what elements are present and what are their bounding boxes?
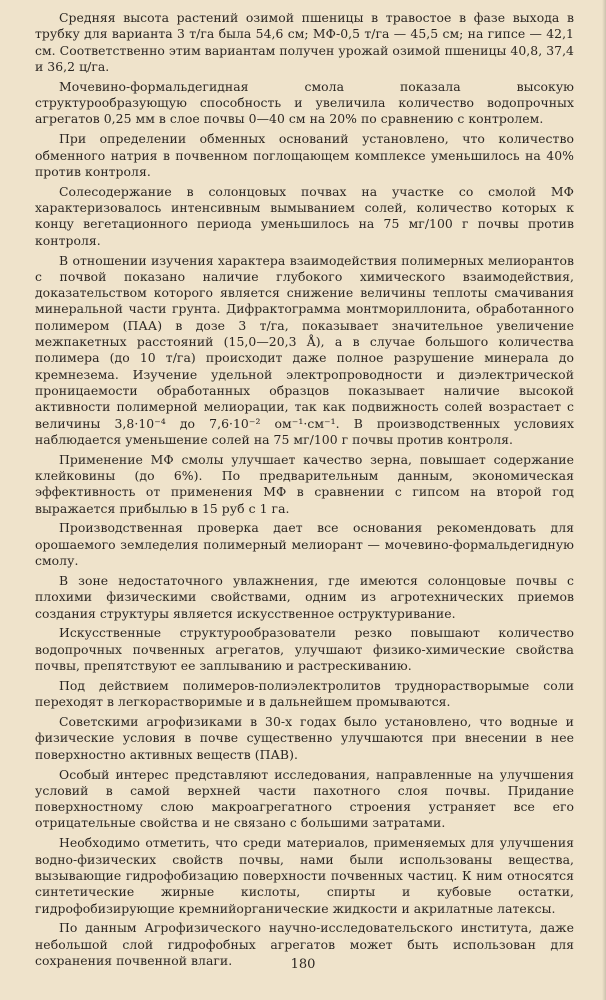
paragraph: Производственная проверка дает все основания рекомендовать для орошаемого земледелия полимерный мелиорант — мочевино-формальдегидную смолу. bbox=[35, 520, 574, 569]
page-edge-shadow bbox=[602, 0, 606, 1000]
paragraph: Необходимо отметить, что среди материалов, применяемых для улучшения водно-физических свойств почвы, нами были использованы вещества, вызывающие гидрофобизацию поверхности почвенных частиц. К ним относятся синтетические жирные кислоты, спирты и кубовые остатки, гидрофобизирующие кремнийорганические жидкости и акрилатные латексы. bbox=[35, 835, 574, 916]
paragraph: В зоне недостаточного увлажнения, где имеются солонцовые почвы с плохими физическими свойствами, одним из агротехнических приемов создания структуры является искусственное оструктуривание. bbox=[35, 572, 574, 621]
page-number: 180 bbox=[290, 957, 316, 972]
paragraph: Солесодержание в солонцовых почвах на участке со смолой МФ характеризовалось интенсивным вымыванием солей, количество которых к концу вегетационного периода уменьшилось на 75 мг/100 г почвы против контроля. bbox=[35, 183, 574, 248]
paragraph: Мочевино-формальдегидная смола показала высокую структурообразующую способность и увеличила количество водопрочных агрегатов 0,25 мм в слое почвы 0—40 см на 20% по сравнению с контролем. bbox=[35, 78, 574, 127]
paragraph: Под действием полимеров-полиэлектролитов труднорастворымые соли переходят в легкорастворимые и в дальнейшем промываются. bbox=[35, 677, 574, 710]
paragraph: В отношении изучения характера взаимодействия полимерных мелиорантов с почвой показано наличие глубокого химического взаимодействия, доказательством которого является снижение величины теплоты смачивания минеральной части грунта. Дифрактограмма монтмориллонита, обработанного полимером (ПАА) в дозе 3 т/га, показывает значительное увеличение межпакетных расстояний (15,0—20,3 Å), а в случае большого количества полимера (до 10 т/га) происходит даже полное разрушение минерала до кремнезема. Изучение удельной электропроводности и диэлектрической проницаемости обработанных образцов показывает наличие высокой активности полимерной мелиорации, так как подвижность солей возрастает с величины 3,8·10⁻⁴ до 7,6·10⁻² ом⁻¹·см⁻¹. В производственных условиях наблюдается уменьшение солей на 75 мг/100 г почвы против контроля. bbox=[35, 252, 574, 447]
paragraph: По данным Агрофизического научно-исследовательского института, даже небольшой слой гидрофобных агрегатов может быть использован для сохранения почвенной влаги. bbox=[35, 920, 574, 969]
paragraph: Применение МФ смолы улучшает качество зерна, повышает содержание клейковины (до 6%). По предварительным данным, экономическая эффективность от применения МФ в сравнении с гипсом на второй год выражается прибылью в 15 руб с 1 га. bbox=[35, 451, 574, 516]
paragraph: При определении обменных оснований установлено, что количество обменного натрия в почвенном поглощающем комплексе уменьшилось на 40% против контроля. bbox=[35, 131, 574, 179]
paragraph: Средняя высота растений озимой пшеницы в травостое в фазе выхода в трубку для варианта 3 т/га была 54,6 см; МФ-0,5 т/га — 45,5 см; на гипсе — 42,1 см. Соответственно этим вариантам получен урожай озимой пшеницы 40,8, 37,4 и 36,2 ц/га. bbox=[35, 10, 574, 74]
paragraph: Особый интерес представляют исследования, направленные на улучшения условий в самой верхней части пахотного слоя почвы. Придание поверхностному слою макроагрегатного строения устраняет все его отрицательные свойства и не связано с большими затратами. bbox=[35, 766, 574, 831]
paragraph: Искусственные структурообразователи резко повышают количество водопрочных почвенных агрегатов, улучшают физико-химические свойства почвы, препятствуют ее заплыванию и растрескиванию. bbox=[35, 625, 574, 674]
paragraph: Советскими агрофизиками в 30-х годах было установлено, что водные и физические условия в почве существенно улучшаются при внесении в нее поверхностно активных веществ (ПАВ). bbox=[35, 714, 574, 762]
